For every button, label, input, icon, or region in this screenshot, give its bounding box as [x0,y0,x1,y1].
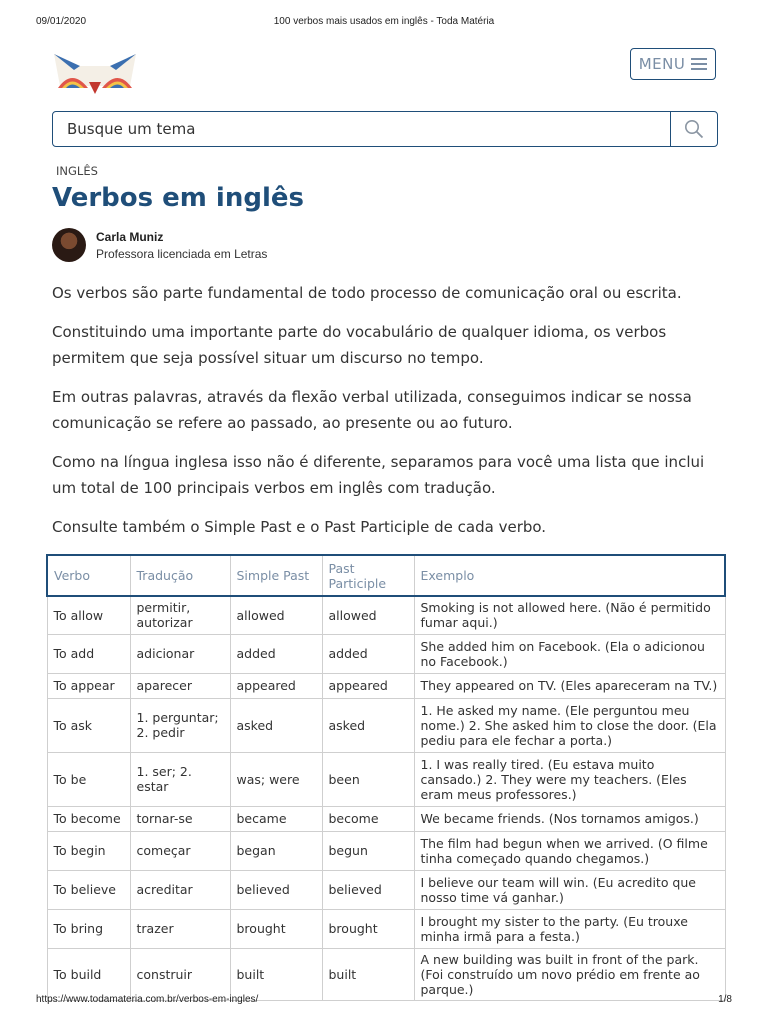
table-cell: acreditar [130,870,230,909]
table-cell: construir [130,948,230,1000]
table-cell: She added him on Facebook. (Ela o adicionou no Facebook.) [414,634,725,673]
table-cell: appeared [322,673,414,698]
table-row [47,596,725,634]
table-row [47,870,725,909]
table-cell: começar [130,831,230,870]
column-header: Simple Past [230,555,322,596]
table-cell: 1. I was really tired. (Eu estava muito cansado.) 2. They were my teachers. (Eles eram meus professores.) [414,752,725,806]
print-date: 09/01/2020 [36,16,87,27]
table-cell: been [322,752,414,806]
table-cell: added [322,634,414,673]
search-input[interactable] [53,112,670,146]
table-header-row [47,555,725,596]
table-cell: To allow [47,596,130,634]
column-header: Past Participle [322,555,414,596]
table-cell: To ask [47,698,130,752]
owl-logo-icon[interactable] [52,48,138,96]
table-cell: To begin [47,831,130,870]
category-label[interactable]: INGLÊS [56,164,98,178]
table-row [47,806,725,831]
table-cell: begun [322,831,414,870]
page-title: Verbos em inglês [52,183,304,213]
table-row [47,698,725,752]
paragraph: Em outras palavras, através da flexão verbal utilizada, conseguimos indicar se nossa comunicação se refere ao passado, ao presente ou ao futuro. [52,388,692,432]
table-cell: brought [230,909,322,948]
table-cell: become [322,806,414,831]
author-name[interactable]: Carla Muniz [96,229,164,244]
table-cell: allowed [322,596,414,634]
table-cell: permitir, autorizar [130,596,230,634]
column-header: Verbo [47,555,130,596]
table-cell: 1. He asked my name. (Ele perguntou meu nome.) 2. She asked him to close the door. (Ela pediu para ele fechar a porta.) [414,698,725,752]
table-cell: To become [47,806,130,831]
table-cell: They appeared on TV. (Eles apareceram na TV.) [414,673,725,698]
paragraph: Os verbos são parte fundamental de todo processo de comunicação oral ou escrita. [52,284,682,302]
table-cell: I believe our team will win. (Eu acredito que nosso time vá ganhar.) [414,870,725,909]
print-title: 100 verbos mais usados em inglês - Toda Matéria [273,16,495,27]
table-cell: 1. ser; 2. estar [130,752,230,806]
search-button[interactable] [670,112,717,146]
table-cell: asked [230,698,322,752]
table-row [47,673,725,698]
column-header: Tradução [130,555,230,596]
search-bar [52,111,718,147]
table-cell: adicionar [130,634,230,673]
print-url: https://www.todamateria.com.br/verbos-em-ingles/ [36,994,259,1005]
table-cell: 1. perguntar; 2. pedir [130,698,230,752]
table-cell: believed [322,870,414,909]
table-cell: I brought my sister to the party. (Eu trouxe minha irmã para a festa.) [414,909,725,948]
table-cell: To build [47,948,130,1000]
table-cell: A new building was built in front of the park. (Foi construído um novo prédio em frente ao parque.) [414,948,725,1000]
table-row [47,634,725,673]
paragraph: Constituindo uma importante parte do vocabulário de qualquer idioma, os verbos permitem que seja possível situar um discurso no tempo. [52,323,667,367]
table-cell: built [230,948,322,1000]
avatar[interactable] [52,228,86,262]
table-cell: added [230,634,322,673]
author-role: Professora licenciada em Letras [96,246,268,261]
page-number: 1/8 [718,994,732,1005]
table-row [47,948,725,1000]
table-cell: began [230,831,322,870]
author-block [52,228,267,262]
article-body [52,280,722,553]
table-cell: To be [47,752,130,806]
table-cell: became [230,806,322,831]
table-cell: Smoking is not allowed here. (Não é permitido fumar aqui.) [414,596,725,634]
paragraph: Como na língua inglesa isso não é diferente, separamos para você uma lista que inclui um total de 100 principais verbos em inglês com tradução. [52,453,705,497]
table-cell: To add [47,634,130,673]
table-cell: brought [322,909,414,948]
table-cell: The film had begun when we arrived. (O filme tinha começado quando chegamos.) [414,831,725,870]
table-cell: believed [230,870,322,909]
menu-label: MENU [638,55,686,73]
table-cell: was; were [230,752,322,806]
column-header: Exemplo [414,555,725,596]
table-cell: To believe [47,870,130,909]
table-cell: To bring [47,909,130,948]
table-cell: allowed [230,596,322,634]
paragraph: Consulte também o Simple Past e o Past Participle de cada verbo. [52,518,547,536]
table-row [47,831,725,870]
table-cell: We became friends. (Nos tornamos amigos.) [414,806,725,831]
table-cell: built [322,948,414,1000]
search-icon [684,119,704,139]
table-row [47,909,725,948]
table-cell: tornar-se [130,806,230,831]
table-cell: asked [322,698,414,752]
verbs-table [46,554,726,1001]
table-cell: appeared [230,673,322,698]
table-cell: To appear [47,673,130,698]
menu-button[interactable] [630,48,716,80]
table-row [47,752,725,806]
table-cell: aparecer [130,673,230,698]
table-cell: trazer [130,909,230,948]
hamburger-icon [691,58,707,70]
